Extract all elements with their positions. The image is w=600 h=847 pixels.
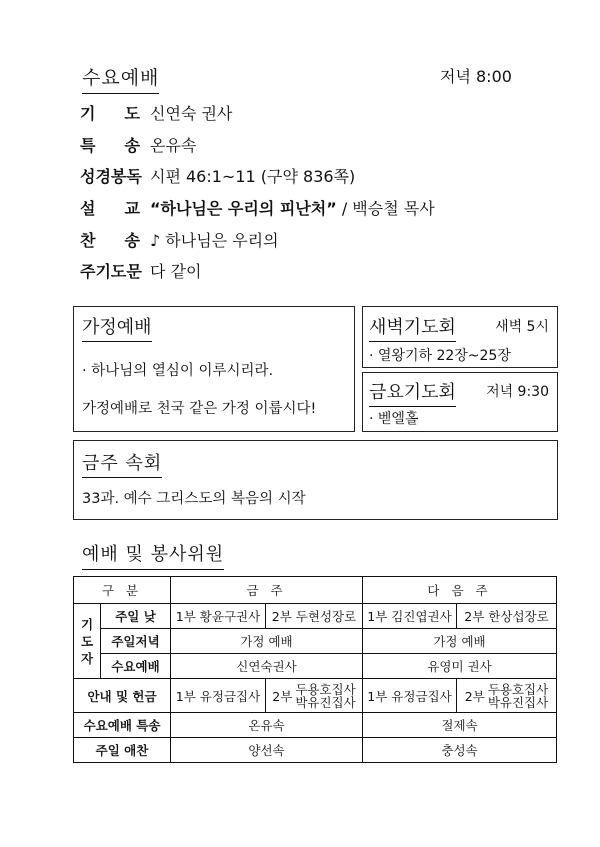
duty-row-sunday-day [74, 604, 557, 629]
duty-row-flowers [74, 738, 557, 763]
usher-this-1: 1부 유정금집사 [171, 679, 266, 713]
special-song-next: 절제속 [363, 713, 557, 738]
friday-text: · 벧엘홀 [369, 411, 419, 427]
row-label-flowers: 주일 애찬 [74, 738, 171, 763]
flowers-this: 양선속 [171, 738, 363, 763]
prayer-char-1: 기 [80, 616, 94, 632]
wed-value-special-song: 온유속 [150, 136, 197, 155]
usher-next-2 [457, 679, 557, 713]
family-line1: · 하나님의 열심이 이루시리라. [82, 363, 274, 379]
usher-next-2-a: 두용호집사 [487, 681, 549, 697]
duty-title: 예배 및 봉사위원 [82, 540, 224, 566]
class-meeting-box [73, 440, 558, 520]
duty-row-sunday-evening [74, 629, 557, 654]
duty-row-usher [74, 679, 557, 713]
wed-value-hymn: ♪ 하나님은 우리의 [150, 231, 279, 250]
wednesday-time: 저녁 8:00 [440, 67, 512, 86]
wed-label-special-song: 특 송 [80, 136, 140, 155]
duty-row-wednesday [74, 654, 557, 679]
usher-this-2-names [295, 683, 355, 709]
wed-label-sermon: 설 교 [80, 199, 140, 218]
sunday-evening-next: 가정 예배 [363, 629, 557, 654]
row-label-special-song: 수요예배 특송 [74, 713, 171, 738]
wed-row-special-song [80, 134, 196, 158]
prayer-group-label [74, 604, 101, 679]
family-title: 가정예배 [82, 313, 152, 339]
sunday-day-next-2: 2부 한상섭장로 [457, 604, 557, 629]
usher-this-2-a: 두용호집사 [295, 681, 356, 697]
usher-this-2 [266, 679, 363, 713]
dawn-time: 새벽 5시 [495, 319, 549, 335]
family-line2: 가정예배로 천국 같은 가정 이룹시다! [82, 401, 317, 417]
friday-time: 저녁 9:30 [486, 384, 549, 400]
prayer-char-3: 자 [80, 650, 94, 666]
meeting-title: 금주 속회 [82, 449, 162, 475]
duty-header-next-week: 다 음 주 [363, 577, 557, 604]
usher-next-2-part: 2부 [464, 688, 485, 704]
row-label-sunday-evening: 주일저녁 [101, 629, 171, 654]
duty-header-row [74, 577, 557, 604]
wed-row-lords-prayer [80, 260, 201, 284]
wed-value-prayer: 신연숙 권사 [150, 104, 233, 123]
wed-row-prayer [80, 102, 232, 126]
wed-label-hymn: 찬 송 [80, 231, 140, 250]
wed-row-hymn [80, 229, 279, 253]
special-song-this: 온유속 [171, 713, 363, 738]
sermon-title: “하나님은 우리의 피난처” [150, 199, 337, 218]
wed-value-lords-prayer: 다 같이 [150, 262, 202, 281]
row-label-usher: 안내 및 헌금 [74, 679, 171, 713]
row-label-wednesday: 수요예배 [101, 654, 171, 679]
wed-value-scripture: 시편 46:1~11 (구약 836쪽) [150, 167, 356, 186]
duty-row-special-song [74, 713, 557, 738]
prayer-char-2: 도 [80, 633, 94, 649]
row-label-sunday-day: 주일 낮 [101, 604, 171, 629]
duty-header-category: 구 분 [74, 577, 171, 604]
wed-label-prayer: 기 도 [80, 104, 140, 123]
dawn-prayer-box [362, 306, 558, 368]
usher-this-2-b: 박유진집사 [295, 694, 356, 710]
wed-label-scripture: 성경봉독 [80, 167, 142, 186]
wednesday-next: 유영미 권사 [363, 654, 557, 679]
sunday-day-next-1: 1부 김진엽권사 [363, 604, 457, 629]
wednesday-this: 신연숙권사 [171, 654, 363, 679]
wed-row-scripture [80, 165, 355, 189]
sunday-day-this-1: 1부 황윤구권사 [171, 604, 266, 629]
duty-header-this-week: 금 주 [171, 577, 363, 604]
wednesday-title: 수요예배 [82, 63, 159, 90]
meeting-text: 33과. 예수 그리스도의 복음의 시작 [82, 491, 306, 507]
sunday-evening-this: 가정 예배 [171, 629, 363, 654]
wed-label-lords-prayer: 주기도문 [80, 262, 142, 281]
dawn-title: 새벽기도회 [369, 313, 456, 339]
usher-next-2-b: 박유진집사 [487, 694, 549, 710]
flowers-next: 충성속 [363, 738, 557, 763]
family-worship-box [73, 306, 355, 432]
wed-row-sermon [80, 197, 435, 221]
usher-next-1: 1부 유정금집사 [363, 679, 457, 713]
sunday-day-this-2: 2부 두현성장로 [266, 604, 363, 629]
sermon-preacher: / 백승철 목사 [341, 199, 435, 218]
usher-this-2-part: 2부 [272, 688, 293, 704]
usher-next-2-names [488, 683, 548, 709]
dawn-text: · 열왕기하 22장~25장 [369, 348, 511, 364]
friday-title: 금요기도회 [369, 378, 456, 404]
friday-prayer-box [362, 372, 558, 432]
duty-table [73, 576, 557, 763]
